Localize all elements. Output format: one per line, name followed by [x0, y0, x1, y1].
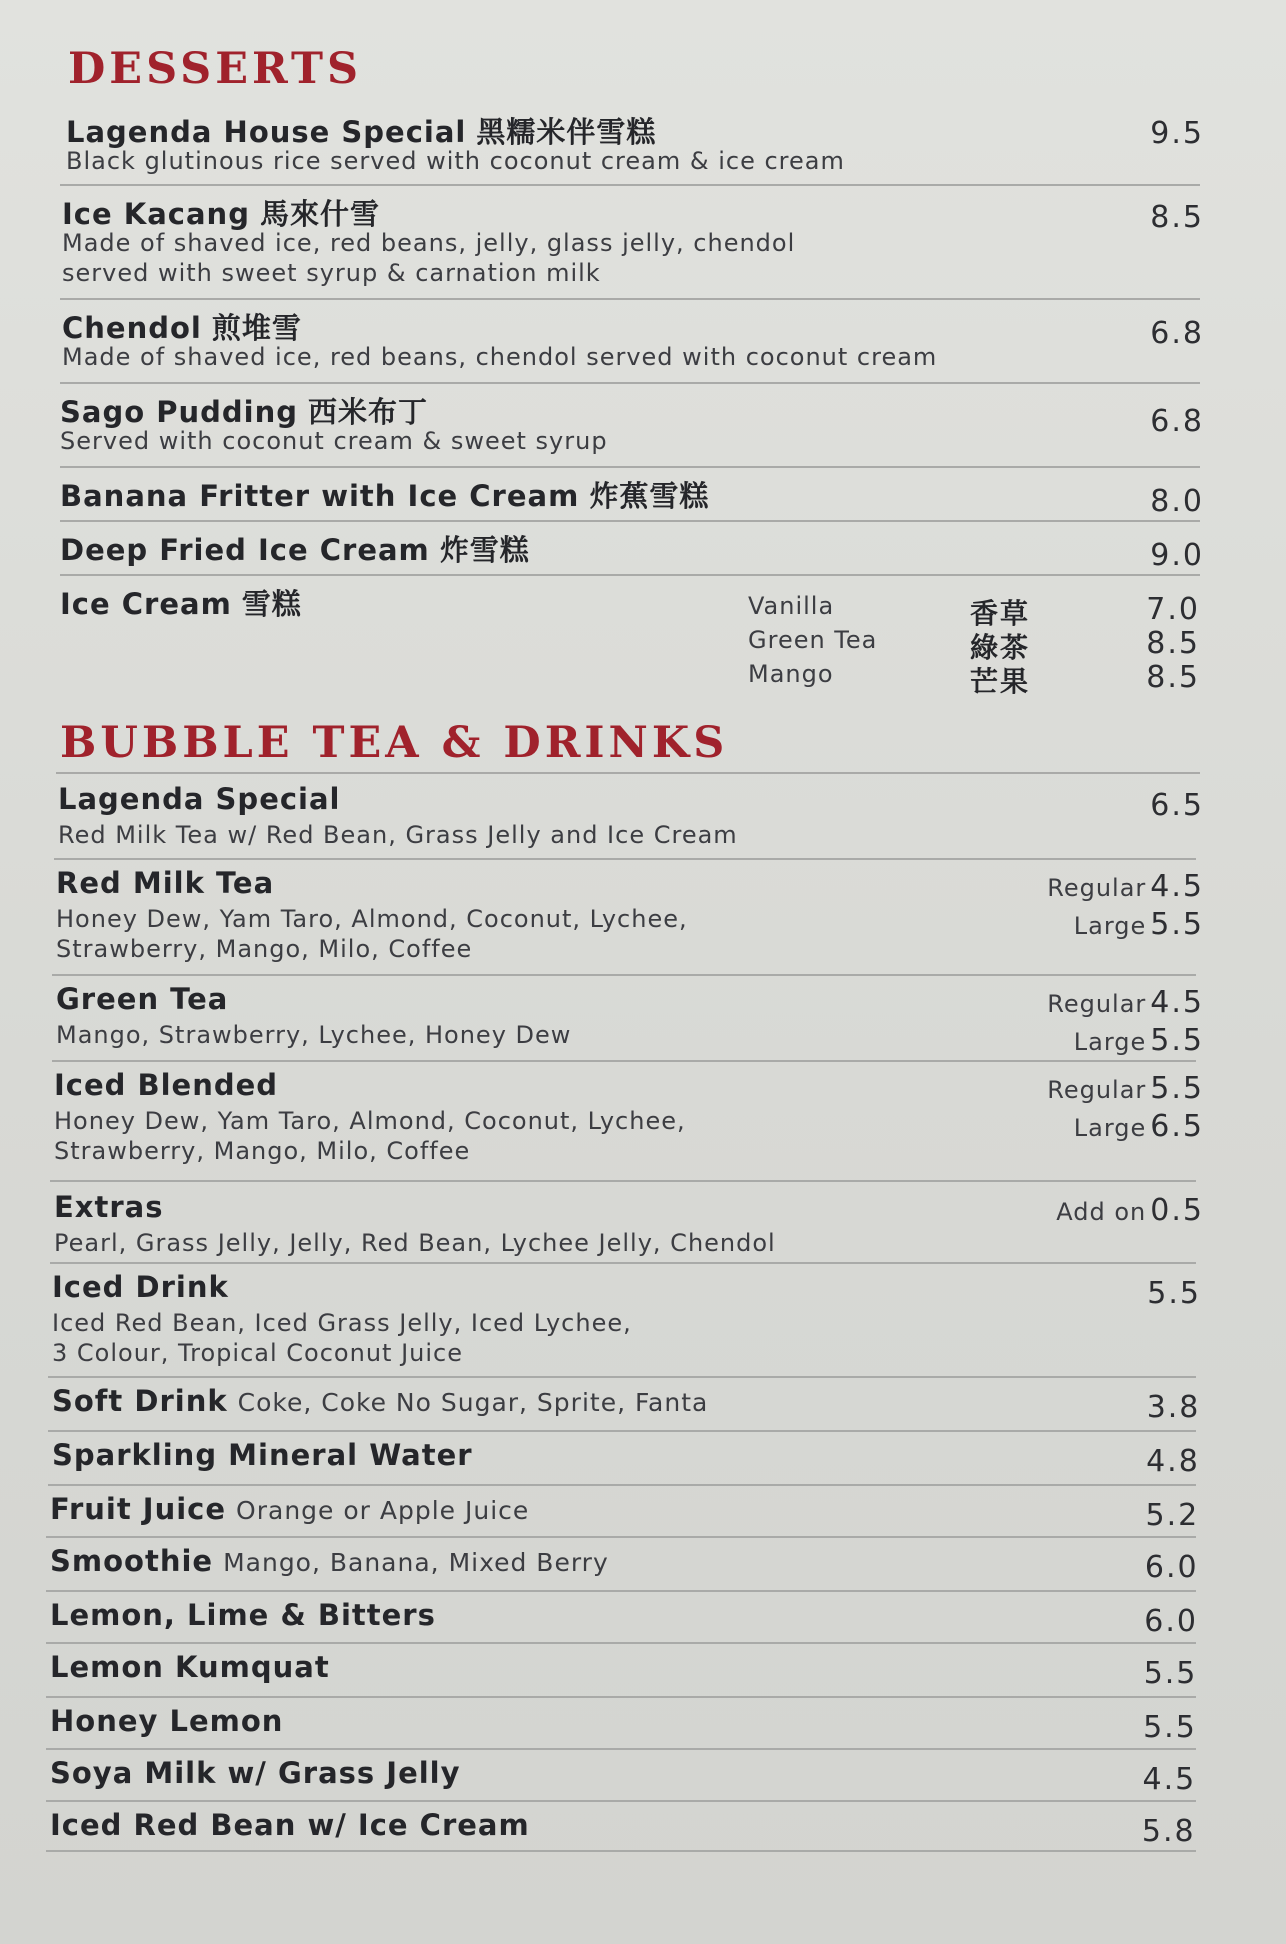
- drink-price: 5.8: [1141, 1814, 1196, 1849]
- dessert-name-cn: 炸雪糕: [439, 533, 530, 567]
- drink-size-prices: [1047, 1072, 1204, 1148]
- drink-item-name: [58, 782, 341, 816]
- size-label: Large: [1073, 1028, 1147, 1056]
- size-label: Regular: [1047, 1076, 1147, 1104]
- dessert-name-cn: 西米布丁: [308, 395, 429, 429]
- size-price: 6.5: [1150, 1109, 1204, 1144]
- size-label: Add on: [1056, 1198, 1147, 1226]
- dessert-price: 8.5: [1150, 200, 1204, 235]
- drink-item-name: [50, 1650, 330, 1684]
- drink-description: Strawberry, Mango, Milo, Coffee: [56, 935, 473, 963]
- dessert-price: 6.8: [1150, 316, 1204, 351]
- size-price-line: [1047, 1072, 1204, 1110]
- dessert-item-name: [66, 110, 656, 151]
- drink-name: Lemon Kumquat: [50, 1650, 330, 1684]
- size-price-line: [1047, 870, 1204, 908]
- drink-description: Red Milk Tea w/ Red Bean, Grass Jelly and Ice Cream: [58, 821, 738, 849]
- row-divider: [52, 974, 1196, 976]
- dessert-name-en: Chendol: [62, 311, 202, 345]
- dessert-price: 9.5: [1150, 116, 1204, 151]
- drink-price: 3.8: [1146, 1390, 1201, 1425]
- size-price-line: [1047, 908, 1204, 946]
- dessert-item-name: [60, 390, 428, 431]
- size-price: 4.5: [1150, 869, 1204, 904]
- dessert-price: 9.0: [1150, 538, 1204, 573]
- ice-cream-flavor: [748, 592, 1200, 630]
- drink-name: Lemon, Lime & Bitters: [50, 1598, 436, 1632]
- drink-size-prices: [1047, 986, 1204, 1062]
- dessert-name-cn: 雪糕: [241, 587, 302, 621]
- flavor-name-cn: 芒果: [970, 665, 1031, 698]
- size-price-line: [1056, 1194, 1204, 1232]
- drink-inline-description: Coke, Coke No Sugar, Sprite, Fanta: [237, 1388, 709, 1417]
- drink-name: Honey Lemon: [50, 1704, 284, 1738]
- drinks-title: BUBBLE TEA & DRINKS: [60, 718, 729, 768]
- drink-name: Sparkling Mineral Water: [52, 1438, 473, 1472]
- drink-price: 6.0: [1144, 1604, 1198, 1639]
- dessert-name-cn: 炸蕉雪糕: [589, 479, 710, 513]
- dessert-item-name: [60, 474, 709, 515]
- row-divider: [46, 1642, 1196, 1644]
- drink-name: Lagenda Special: [58, 782, 341, 816]
- dessert-price: 8.0: [1150, 484, 1204, 519]
- row-divider: [46, 1696, 1196, 1698]
- flavor-price: 7.0: [1146, 592, 1200, 627]
- size-price: 5.5: [1150, 1071, 1204, 1106]
- size-price-line: [1047, 1110, 1204, 1148]
- row-divider: [46, 1850, 1196, 1852]
- dessert-description: Made of shaved ice, red beans, jelly, glass jelly, chendol: [62, 229, 796, 257]
- drink-description: Iced Red Bean, Iced Grass Jelly, Iced Lychee,: [52, 1309, 632, 1337]
- flavor-name-cn: 香草: [970, 597, 1031, 630]
- drink-item-name: [54, 1190, 164, 1224]
- drink-item-name: [52, 1384, 708, 1418]
- drink-price: 4.8: [1146, 1444, 1200, 1479]
- row-divider: [46, 1748, 1196, 1750]
- dessert-name-en: Sago Pudding: [60, 395, 298, 429]
- dessert-item-name: [60, 528, 530, 569]
- drink-price: 6.5: [1150, 788, 1204, 823]
- row-divider: [60, 298, 1200, 300]
- dessert-price: 6.8: [1150, 404, 1204, 439]
- drink-item-name: [56, 866, 274, 900]
- flavor-name: Vanilla: [748, 592, 835, 620]
- dessert-name-en: Ice Kacang: [62, 197, 250, 231]
- drink-inline-description: Orange or Apple Juice: [236, 1496, 530, 1525]
- flavor-name: Green Tea: [748, 626, 878, 654]
- drink-name: Iced Drink: [52, 1270, 229, 1304]
- flavor-price: 8.5: [1146, 660, 1200, 695]
- drink-item-name: [52, 1438, 473, 1472]
- drink-price: 5.5: [1143, 1656, 1198, 1691]
- drink-description: Honey Dew, Yam Taro, Almond, Coconut, Lychee,: [54, 1107, 686, 1135]
- flavor-name: Mango: [748, 660, 834, 688]
- drink-item-name: [50, 1544, 609, 1578]
- size-price-line: [1047, 1024, 1204, 1062]
- row-divider: [46, 1590, 1196, 1592]
- drink-inline-description: Mango, Banana, Mixed Berry: [223, 1548, 609, 1577]
- dessert-name-en: Banana Fritter with Ice Cream: [60, 479, 580, 513]
- row-divider: [56, 772, 1200, 774]
- drink-item-name: [50, 1808, 530, 1842]
- dessert-name-cn: 黑糯米伴雪糕: [476, 115, 657, 149]
- dessert-item-name: [62, 306, 302, 347]
- size-price: 4.5: [1150, 985, 1204, 1020]
- drink-name: Red Milk Tea: [56, 866, 275, 900]
- drink-description: 3 Colour, Tropical Coconut Juice: [52, 1339, 463, 1367]
- drink-description: Honey Dew, Yam Taro, Almond, Coconut, Lychee,: [56, 905, 688, 933]
- drink-name: Fruit Juice: [50, 1492, 227, 1526]
- row-divider: [48, 1430, 1196, 1432]
- drink-item-name: [50, 1492, 529, 1526]
- row-divider: [50, 1262, 1196, 1264]
- drink-item-name: [50, 1598, 436, 1632]
- drink-description: Strawberry, Mango, Milo, Coffee: [54, 1137, 471, 1165]
- flavor-price: 8.5: [1146, 626, 1200, 661]
- drink-name: Iced Blended: [54, 1068, 279, 1102]
- drink-item-name: [52, 1270, 229, 1304]
- size-label: Large: [1073, 912, 1147, 940]
- drink-name: Iced Red Bean w/ Ice Cream: [50, 1808, 530, 1842]
- dessert-name-en: Deep Fried Ice Cream: [60, 533, 430, 567]
- row-divider: [48, 1376, 1196, 1378]
- drink-price: 5.5: [1143, 1710, 1197, 1745]
- drink-name: Soya Milk w/ Grass Jelly: [50, 1756, 461, 1790]
- size-price: 0.5: [1150, 1193, 1204, 1228]
- drink-item-name: [50, 1704, 283, 1738]
- ice-cream-flavor: [748, 626, 1200, 664]
- dessert-description: Made of shaved ice, red beans, chendol served with coconut cream: [62, 343, 938, 371]
- desserts-title: DESSERTS: [68, 44, 363, 94]
- size-label: Regular: [1047, 990, 1147, 1018]
- drink-price: 6.0: [1144, 1550, 1199, 1585]
- size-label: Large: [1073, 1114, 1147, 1142]
- drink-size-prices: [1056, 1194, 1204, 1232]
- drink-price: 5.2: [1145, 1498, 1200, 1533]
- row-divider: [46, 1800, 1196, 1802]
- size-label: Regular: [1047, 874, 1147, 902]
- dessert-name-cn: 馬來什雪: [259, 197, 380, 231]
- dessert-description: served with sweet syrup & carnation milk: [62, 259, 601, 287]
- row-divider: [46, 1536, 1196, 1538]
- drink-name: Green Tea: [56, 982, 229, 1016]
- dessert-description: Black glutinous rice served with coconut cream & ice cream: [66, 147, 845, 175]
- size-price-line: [1047, 986, 1204, 1024]
- row-divider: [60, 574, 1200, 576]
- row-divider: [60, 184, 1200, 186]
- size-price: 5.5: [1150, 907, 1204, 942]
- dessert-name-en: Ice Cream: [60, 587, 232, 621]
- dessert-name-en: Lagenda House Special: [66, 115, 467, 149]
- dessert-description: Served with coconut cream & sweet syrup: [60, 427, 608, 455]
- row-divider: [60, 382, 1200, 384]
- row-divider: [50, 1180, 1196, 1182]
- drink-item-name: [56, 982, 228, 1016]
- size-price: 5.5: [1150, 1023, 1204, 1058]
- drink-price: 5.5: [1147, 1276, 1201, 1311]
- row-divider: [60, 466, 1200, 468]
- dessert-item-name: [60, 582, 302, 623]
- drink-item-name: [54, 1068, 278, 1102]
- row-divider: [54, 858, 1196, 860]
- drink-name: Extras: [54, 1190, 164, 1224]
- drink-size-prices: [1047, 870, 1204, 946]
- row-divider: [48, 1484, 1196, 1486]
- ice-cream-flavor: [748, 660, 1200, 698]
- flavor-name-cn: 綠茶: [970, 631, 1031, 664]
- drink-name: Smoothie: [50, 1544, 214, 1578]
- row-divider: [52, 1060, 1196, 1062]
- row-divider: [60, 520, 1200, 522]
- drink-name: Soft Drink: [52, 1384, 228, 1418]
- drink-item-name: [50, 1756, 461, 1790]
- dessert-item-name: [62, 192, 380, 233]
- drink-description: Mango, Strawberry, Lychee, Honey Dew: [56, 1021, 572, 1049]
- dessert-name-cn: 煎堆雪: [211, 311, 302, 345]
- drink-price: 4.5: [1142, 1762, 1197, 1797]
- drink-description: Pearl, Grass Jelly, Jelly, Red Bean, Lychee Jelly, Chendol: [54, 1229, 776, 1257]
